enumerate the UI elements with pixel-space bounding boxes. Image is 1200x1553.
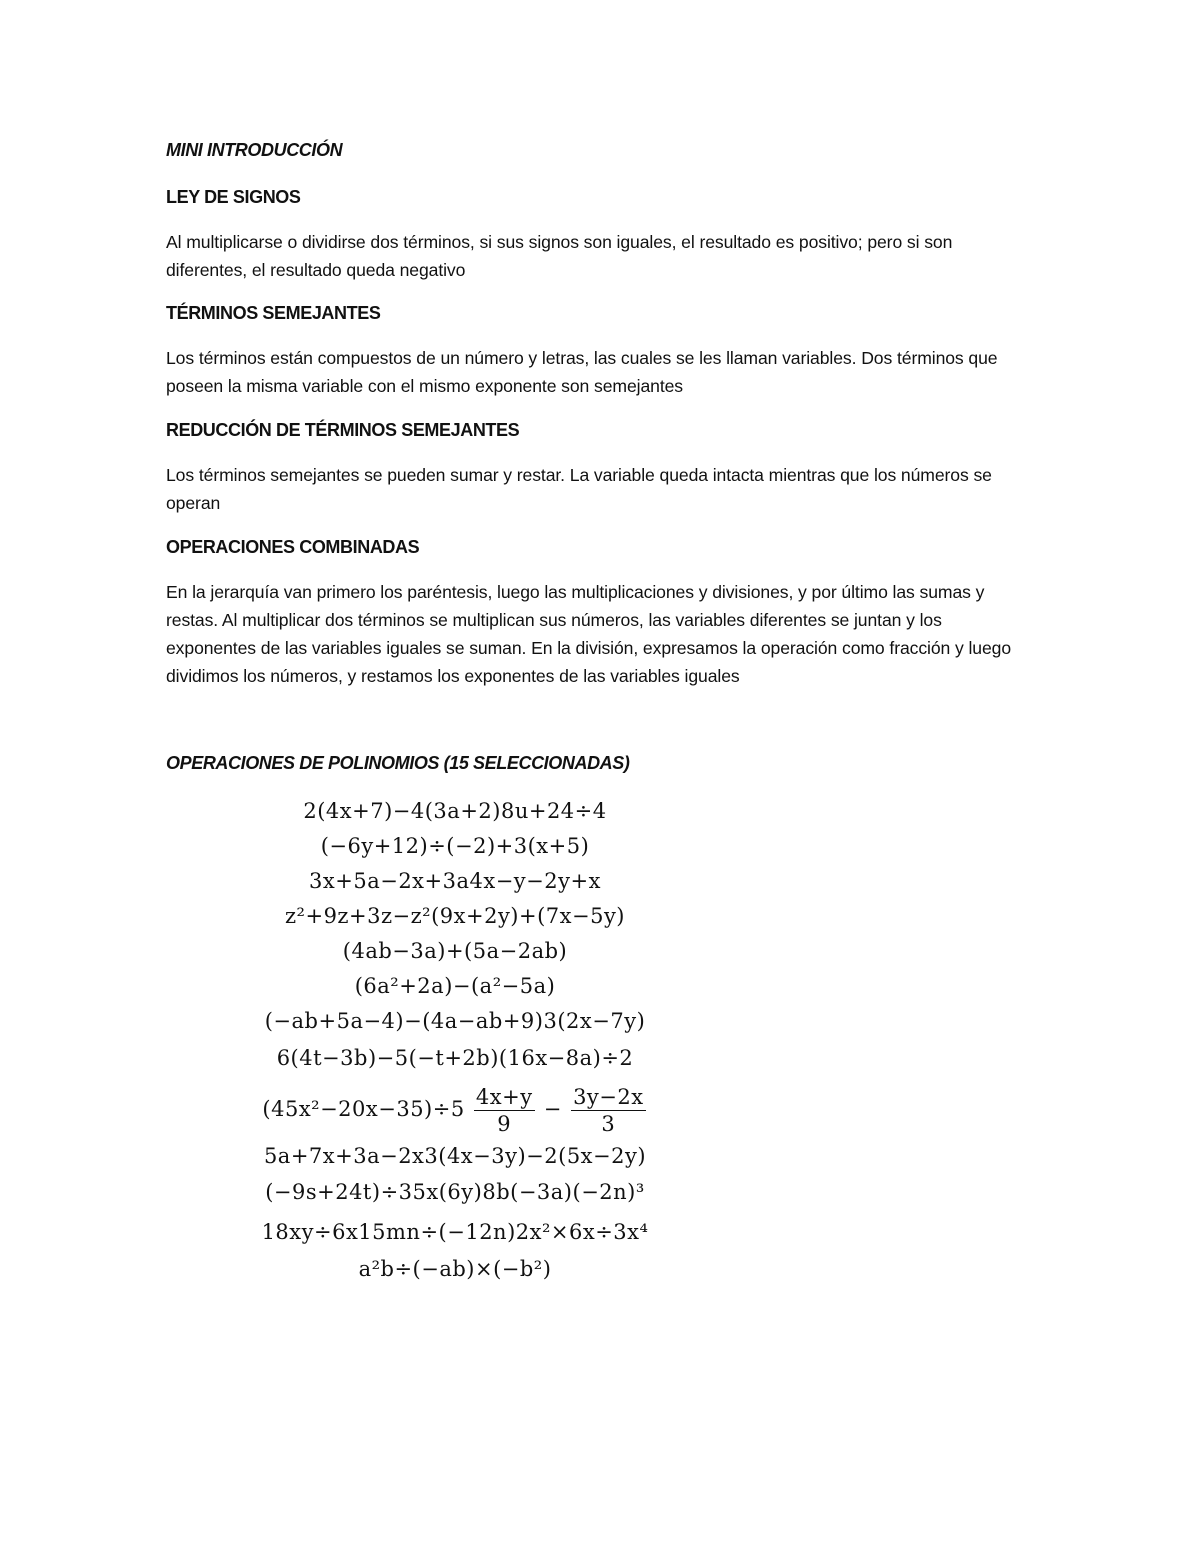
terminos-semejantes-paragraph: Los términos están compuestos de un número y letras, las cuales se les llaman variables. Dos términos que poseen la misma variable con el mismo exponente son semejantes [166,348,998,396]
equation-3: 3x+5a−2x+3a4x−y−2y+x [309,869,601,893]
polinomios-heading: OPERACIONES DE POLINOMIOS (15 SELECCIONADAS) [166,753,630,773]
reduccion-heading: REDUCCIÓN DE TÉRMINOS SEMEJANTES [166,420,520,440]
equation-4: z²+9z+3z−z²(9x+2y)+(7x−5y) [284,904,626,928]
equation-13: a²b÷(−ab)×(−b²) [358,1257,552,1281]
reduccion-paragraph: Los términos semejantes se pueden sumar y restar. La variable queda intacta mientras que los números se operan [166,465,992,513]
fraction-2 [571,1084,646,1137]
equation-9 [100,1084,810,1137]
equation-7: (−ab+5a−4)−(4a−ab+9)3(2x−7y) [264,1009,646,1033]
equation-11: (−9s+24t)÷35x(6y)8b(−3a)(−2n)³ [265,1180,645,1204]
ley-de-signos-heading: LEY DE SIGNOS [166,187,301,207]
equation-6: (6a²+2a)−(a²−5a) [354,974,556,998]
intro-heading: MINI INTRODUCCIÓN [166,140,343,160]
equation-2: (−6y+12)÷(−2)+3(x+5) [320,834,590,858]
equation-10: 5a+7x+3a−2x3(4x−3y)−2(5x−2y) [263,1144,647,1168]
operaciones-combinadas-paragraph: En la jerarquía van primero los paréntesis, luego las multiplicaciones y divisiones, y por último las sumas y restas. Al multiplicar dos términos se multiplican sus números, las variables diferentes se juntan y los exponentes de las variables iguales se suman. En la división, expresamos la operación como fracción y luego dividimos los números, y restamos los exponentes de las variables iguales [166,582,1012,686]
equation-8: 6(4t−3b)−5(−t+2b)(16x−8a)÷2 [276,1046,634,1070]
equation-9-lead: (45x²−20x−35)÷5 [262,1097,465,1121]
equation-12: 18xy÷6x15mn÷(−12n)2x²×6x÷3x⁴ [261,1220,649,1244]
fraction-2-denominator: 3 [601,1112,616,1136]
operaciones-combinadas-heading: OPERACIONES COMBINADAS [166,537,420,557]
fraction-2-numerator: 3y−2x [573,1085,644,1109]
fraction-1 [474,1084,535,1137]
fraction-1-numerator: 4x+y [475,1085,533,1109]
fraction-minus: − [543,1097,562,1121]
fraction-1-denominator: 9 [497,1112,512,1136]
equation-1: 2(4x+7)−4(3a+2)8u+24÷4 [303,799,607,823]
terminos-semejantes-heading: TÉRMINOS SEMEJANTES [166,303,381,323]
equation-5: (4ab−3a)+(5a−2ab) [342,939,568,963]
ley-de-signos-paragraph: Al multiplicarse o dividirse dos términos, si sus signos son iguales, el resultado es positivo; pero si son diferentes, el resultado queda negativo [166,232,953,280]
